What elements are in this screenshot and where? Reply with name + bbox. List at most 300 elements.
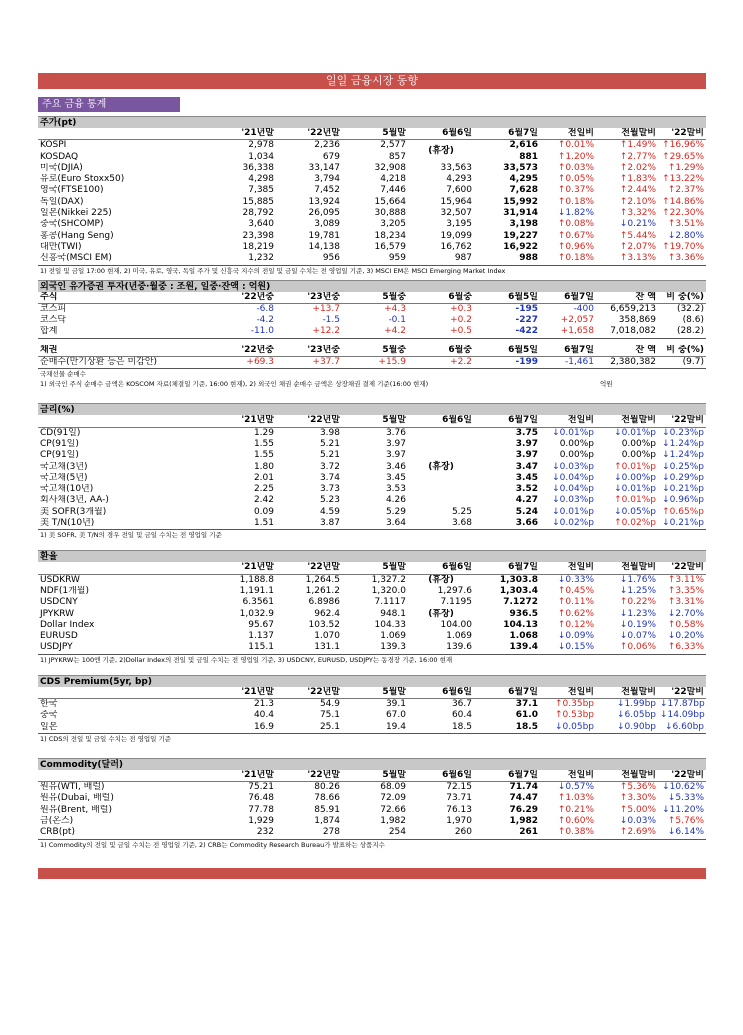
column-header: 전일비	[540, 415, 596, 427]
foreign-note-text: 1) 외국인 주식 순매수 금액은 KOSCOM 자료(체결일 기준, 16:00 현재), 2) 외국인 채권 순매수 금액은 상장채권 결제 기준(16:00 현재)	[40, 380, 429, 389]
cell-c8: ↑19.70%	[662, 241, 704, 252]
cell-c5: 1.068	[509, 631, 538, 642]
cell-c5: 1,982	[509, 816, 538, 827]
rates-note: 1) 美 SOFR, 美 T/N의 경우 전일 및 금일 수치는 전 영업일 기준	[40, 531, 222, 540]
cell-c6: ↓0.02%p	[540, 518, 596, 530]
cell-c5: 71.74	[509, 782, 538, 793]
cell-c6: ↓0.01%p	[552, 427, 594, 438]
cell-c3: 1,982	[380, 816, 406, 827]
cell-c7: 0.00%p	[621, 450, 656, 461]
column-header: 6월중	[408, 345, 474, 357]
table-row	[38, 642, 706, 654]
cell-c4: 987	[408, 253, 474, 265]
cell-c3: 1,327.2	[371, 574, 406, 585]
column-header: 5월말	[342, 562, 408, 574]
rates-heading: 금리(%)	[38, 403, 706, 415]
cell-c7: ↓1.99bp	[616, 698, 656, 709]
cell-c3: +15.9	[342, 357, 408, 369]
foreign-heading: 외국인 유가증권 투자(년중·월중 : 조원, 일중·잔액 : 억원)	[38, 280, 706, 292]
table-row	[38, 197, 706, 208]
cell-c1: 1.55	[253, 438, 274, 449]
cell-c1: 4,298	[248, 174, 274, 185]
cell-c5: 881	[519, 151, 538, 162]
cell-c1: 3,640	[248, 219, 274, 230]
cell-c5: 33,573	[503, 162, 538, 173]
table-row	[38, 450, 706, 461]
cell-c1: 1,032.9	[239, 608, 274, 619]
table-row	[38, 174, 706, 185]
report-page	[38, 73, 706, 879]
cell-c7: ↑2.02%	[619, 162, 656, 173]
table-row	[38, 507, 706, 518]
holiday-label: (휴장)	[428, 145, 454, 156]
commodity-section	[38, 758, 706, 850]
cell-c3: 254	[342, 827, 408, 839]
cell-c4: 104.00	[440, 619, 472, 630]
column-header: 6월7일	[540, 345, 596, 357]
column-header: 5월말	[342, 770, 408, 782]
row-label: 한국	[40, 698, 58, 709]
column-header: 전일비	[540, 770, 596, 782]
cell-c1: 1,034	[248, 151, 274, 162]
cell-c8: ↓10.62%	[662, 782, 704, 793]
cell-c2: 103.52	[308, 619, 340, 630]
cell-c6: ↑0.60%	[557, 816, 594, 827]
cell-c6: ↓0.01%p	[552, 506, 594, 517]
foreign-stock-table	[38, 292, 706, 339]
cell-c8: ↓6.60bp	[658, 722, 706, 734]
cell-c7: 0.00%p	[621, 438, 656, 449]
cell-c7: ↓0.01%p	[614, 484, 656, 495]
column-header: '23년중	[276, 292, 342, 304]
cell-c5: 3.75	[515, 427, 538, 438]
cell-c4: 16,762	[440, 241, 472, 252]
row-label: 원유(Dubai, 배럴)	[40, 793, 114, 804]
table-row	[38, 208, 706, 219]
cell-c1: 21.3	[253, 698, 274, 709]
column-header: '22년중	[206, 292, 276, 304]
column-header: '22년중	[206, 345, 276, 357]
table-row	[38, 597, 706, 608]
column-header: 5월말	[342, 415, 408, 427]
foreign-note-unit: 억원	[600, 380, 613, 389]
column-header: '22년말	[276, 562, 342, 574]
row-label: 유로(Euro Stoxx50)	[40, 174, 125, 185]
cell-c1: 2.25	[253, 484, 274, 495]
column-header: 전일비	[540, 562, 596, 574]
cell-c2: 54.9	[319, 698, 340, 709]
cell-c4: 7,600	[446, 185, 472, 196]
cell-c8: ↓0.20%	[667, 631, 704, 642]
column-header: 5월중	[342, 292, 408, 304]
cell-c2: 3.72	[319, 461, 340, 472]
cell-c7: ↓1.76%	[619, 574, 656, 585]
table-row	[38, 185, 706, 196]
foreign-bond-sub: 국채선물 순매수	[40, 370, 87, 379]
table-row	[38, 816, 706, 827]
column-header: '22말비	[658, 770, 706, 782]
cell-c1: 76.48	[248, 793, 274, 804]
table-row	[38, 242, 706, 253]
cell-c7: ↑3.32%	[619, 208, 656, 219]
column-header: '21년말	[206, 562, 276, 574]
cell-c2: 5.21	[319, 450, 340, 461]
cell-c5: 74.47	[509, 793, 538, 804]
column-header: '22년말	[276, 128, 342, 140]
row-label: 독일(DAX)	[40, 196, 84, 207]
column-header: 6월6일	[408, 562, 474, 574]
cell-c6: ↓0.05bp	[540, 722, 596, 734]
cell-c7: ↓0.07%	[619, 631, 656, 642]
cell-c5: 936.5	[509, 608, 538, 619]
cell-c7: ↑1.49%	[619, 140, 656, 151]
cell-c7: ↓0.05%p	[614, 506, 656, 517]
cell-c5: -199	[474, 357, 540, 369]
column-header: 6월중	[408, 292, 474, 304]
column-header: 전월말비	[596, 687, 658, 699]
cell-c8: ↑3.35%	[667, 585, 704, 596]
cell-c2: 3,089	[314, 219, 340, 230]
cell-c4: 5.25	[451, 506, 472, 517]
column-header	[38, 770, 206, 782]
cell-c3: 19.4	[342, 722, 408, 734]
row-label: CRB(pt)	[38, 827, 206, 839]
column-header: '22년말	[276, 770, 342, 782]
column-header: 전월말비	[596, 415, 658, 427]
row-label: Dollar Index	[40, 619, 95, 630]
cell-c2: 25.1	[276, 722, 342, 734]
table-row	[38, 620, 706, 631]
cell-c8: ↑14.86%	[662, 196, 704, 207]
cell-c4: +0.2	[450, 315, 472, 326]
stocks-note: 1) 전일 및 금일 17:00 현재, 2) 미국, 유로, 영국, 독일 주가 및 신흥국 지수의 전일 및 금일 수치는 전 영업일 기준, 3) MSCI EM은 MSCI Emerging Market Index	[40, 266, 506, 275]
table-row	[38, 710, 706, 721]
cell-c7: ↓0.01%p	[614, 427, 656, 438]
cell-c3: 30,888	[374, 208, 406, 219]
cell-c3: 1,320.0	[371, 585, 406, 596]
cell-c6: ↑0.67%	[557, 230, 594, 241]
row-label: KOSDAQ	[40, 151, 79, 162]
cell-c8: ↑6.33%	[658, 642, 706, 654]
rates-section	[38, 403, 706, 540]
cell-c3: +4.3	[384, 303, 406, 314]
cell-c3: 3.76	[385, 427, 406, 438]
cell-c8: ↑16.96%	[662, 140, 704, 151]
cell-c2: 14,138	[308, 241, 340, 252]
row-label: 중국	[40, 710, 58, 721]
row-label: 원유(WTI, 배럴)	[40, 782, 105, 793]
column-header: 6월5일	[474, 345, 540, 357]
table-row	[38, 315, 706, 326]
cell-c7: ↑2.77%	[619, 151, 656, 162]
cell-c4: 72.15	[446, 782, 472, 793]
cell-c1: 1,929	[248, 816, 274, 827]
cell-c6: ↑0.62%	[557, 608, 594, 619]
cds-section	[38, 675, 706, 744]
table-row	[38, 698, 706, 710]
rates-table	[38, 415, 706, 530]
cell-c7: ↑1.83%	[619, 174, 656, 185]
table-row	[38, 357, 706, 369]
cell-c6: ↑0.35bp	[554, 698, 594, 709]
stocks-heading: 주가(pt)	[38, 116, 706, 128]
cell-c4: 19,099	[440, 230, 472, 241]
cell-c8: ↑2.37%	[667, 185, 704, 196]
cell-c1: 1.29	[253, 427, 274, 438]
cell-c3: 68.09	[380, 782, 406, 793]
cell-c5: 104.13	[503, 619, 538, 630]
cell-c4: 1,970	[446, 816, 472, 827]
cell-c5: 1,303.4	[499, 585, 538, 596]
cell-c8: ↓17.87bp	[660, 698, 705, 709]
cell-c8: ↓6.14%	[658, 827, 706, 839]
cell-c7: ↑2.10%	[619, 196, 656, 207]
cell-c4: 7.1195	[440, 597, 472, 608]
cell-c3: 857	[388, 151, 406, 162]
row-label: 코스닥	[40, 315, 67, 326]
table-header-row	[38, 292, 706, 304]
table-header-row	[38, 128, 706, 140]
foreign-note	[38, 379, 706, 389]
cell-c7: 2,380,382	[596, 357, 658, 369]
cell-c8: ↑22.30%	[662, 208, 704, 219]
cell-c5: 3.97	[515, 450, 538, 461]
cell-c7: ↑3.30%	[619, 793, 656, 804]
holiday-label: (휴장)	[428, 461, 454, 472]
column-header: 잔 액	[596, 292, 658, 304]
cell-c7: ↑5.44%	[619, 230, 656, 241]
cell-c5: -195	[515, 303, 538, 314]
cell-c2: 1.070	[314, 631, 340, 642]
cell-c4: +2.2	[408, 357, 474, 369]
cell-c5: 3.97	[515, 438, 538, 449]
cell-c1: 75.21	[248, 782, 274, 793]
table-header-row	[38, 770, 706, 782]
cell-c2: 85.91	[314, 804, 340, 815]
cell-c2: 75.1	[319, 710, 340, 721]
cell-c3: +4.2	[342, 326, 408, 338]
column-header: 전일비	[540, 687, 596, 699]
column-header: '22년말	[276, 687, 342, 699]
column-header: 주식	[38, 292, 206, 304]
foreign-bond-table	[38, 345, 706, 370]
cell-c4: 15,964	[440, 196, 472, 207]
cell-c8: ↓0.21%p	[658, 518, 706, 530]
row-label: CP(91일)	[40, 438, 79, 449]
row-label: USDJPY	[38, 642, 206, 654]
cell-c3: 15,664	[374, 196, 406, 207]
cds-note: 1) CDS의 전일 및 금일 수치는 전 영업일 기준	[40, 734, 172, 743]
cell-c2: 33,147	[308, 162, 340, 173]
table-row	[38, 326, 706, 338]
commodity-note: 1) Commodity의 전일 및 금일 수치는 전 영업일 기준, 2) CRB는 Commodity Research Bureau가 발표하는 상품지수	[40, 840, 385, 849]
cell-c4: 73.71	[446, 793, 472, 804]
cell-c1: 2.01	[253, 472, 274, 483]
cell-c8: ↓0.21%p	[662, 484, 704, 495]
cell-c7: ↑0.22%	[619, 597, 656, 608]
cell-c5: 2,616	[509, 140, 538, 151]
cell-c8: ↑5.76%	[667, 816, 704, 827]
cell-c7: ↓0.90bp	[596, 722, 658, 734]
cell-c1: 115.1	[206, 642, 276, 654]
cell-c2: 5.23	[319, 495, 340, 506]
cell-c2: 6.8986	[308, 597, 340, 608]
cell-c2: 1,264.5	[305, 574, 340, 585]
row-label: 코스피	[40, 303, 67, 314]
cell-c2: 962.4	[314, 608, 340, 619]
cell-c5: 18.5	[474, 722, 540, 734]
cell-c7: ↑0.01%p	[614, 495, 656, 506]
cell-c3: 3.45	[385, 472, 406, 483]
cell-c1: 1.80	[253, 461, 274, 472]
column-header: 6월7일	[474, 562, 540, 574]
cell-c4: +0.5	[408, 326, 474, 338]
cell-c5: 3.66	[474, 518, 540, 530]
table-row	[38, 722, 706, 734]
cell-c8: ↑3.31%	[667, 597, 704, 608]
column-header: '22말비	[658, 562, 706, 574]
cell-c7: ↓1.25%	[619, 585, 656, 596]
cell-c2: 3,794	[314, 174, 340, 185]
cell-c7: ↓0.19%	[619, 619, 656, 630]
cell-c3: 4.26	[385, 495, 406, 506]
cell-c4: 3.68	[408, 518, 474, 530]
cell-c6: 0.00%p	[559, 450, 594, 461]
cell-c2: 7,452	[314, 185, 340, 196]
column-header: 6월6일	[408, 770, 474, 782]
cell-c6: +1,658	[540, 326, 596, 338]
column-header: 6월6일	[408, 128, 474, 140]
row-label: 중국(SHCOMP)	[40, 219, 104, 230]
table-header-row	[38, 345, 706, 357]
table-row	[38, 586, 706, 597]
cell-c3: 18,234	[374, 230, 406, 241]
cell-c3: 39.1	[385, 698, 406, 709]
column-header	[38, 415, 206, 427]
cell-c2: 80.26	[314, 782, 340, 793]
cell-c1: 1,191.1	[239, 585, 274, 596]
row-label: NDF(1개월)	[40, 585, 89, 596]
row-label: USDKRW	[40, 574, 80, 585]
cell-c2: 3.87	[276, 518, 342, 530]
row-label: 국고채(5년)	[40, 472, 88, 483]
row-label: 합계	[38, 326, 206, 338]
cell-c3: 3.46	[385, 461, 406, 472]
cell-c7: ↑2.69%	[596, 827, 658, 839]
table-row	[38, 462, 706, 473]
cell-c4: 18.5	[408, 722, 474, 734]
cell-c1: 1,188.8	[239, 574, 274, 585]
cell-c8: ↑3.51%	[667, 219, 704, 230]
cell-c8: ↓1.24%p	[662, 438, 704, 449]
row-label: 회사채(3년, AA-)	[40, 495, 109, 506]
cell-c8: ↑0.65%p	[662, 506, 704, 517]
cell-c5: 139.4	[474, 642, 540, 654]
cell-c1: 16.9	[206, 722, 276, 734]
cell-c5: 37.1	[515, 698, 538, 709]
cell-c2: 5.21	[319, 438, 340, 449]
column-header: 비 중(%)	[658, 345, 706, 357]
row-label: 순매수(만기상환 등은 미감안)	[38, 357, 206, 369]
cell-c1: 2.42	[253, 495, 274, 506]
cell-c6: ↑0.21%	[557, 804, 594, 815]
cell-c1: 1.55	[253, 450, 274, 461]
cell-c6: ↓0.03%p	[552, 461, 594, 472]
fx-table	[38, 562, 706, 654]
cell-c1: 7,385	[248, 185, 274, 196]
bottom-bar	[38, 868, 706, 879]
row-label: 원유(Brent, 배럴)	[40, 804, 112, 815]
cell-c8: ↑13.22%	[662, 174, 704, 185]
cell-c1: 6.3561	[242, 597, 274, 608]
cell-c6: ↑0.18%	[540, 253, 596, 265]
column-header: 6월6일	[408, 687, 474, 699]
table-row	[38, 631, 706, 642]
cell-c5: 15,992	[503, 196, 538, 207]
table-row	[38, 574, 706, 586]
cell-c6: ↑0.11%	[557, 597, 594, 608]
cell-c6: -1,461	[540, 357, 596, 369]
row-label: 신흥국(MSCI EM)	[38, 253, 206, 265]
cell-c8: ↑3.36%	[658, 253, 706, 265]
cell-c2: +12.2	[276, 326, 342, 338]
cell-c1: 1,232	[206, 253, 276, 265]
cell-c5: -422	[474, 326, 540, 338]
row-label: 금(온스)	[40, 816, 74, 827]
cell-c5: 76.29	[509, 804, 538, 815]
column-header: 채권	[38, 345, 206, 357]
column-header: '21년말	[206, 128, 276, 140]
cell-c7: ↑5.36%	[619, 782, 656, 793]
cell-c8: (9.7)	[658, 357, 706, 369]
row-label: CD(91일)	[40, 427, 81, 438]
page-title: 일일 금융시장 동향	[38, 73, 706, 89]
cell-c6: ↓0.33%	[557, 574, 594, 585]
cds-heading: CDS Premium(5yr, bp)	[38, 675, 706, 687]
foreign-section	[38, 280, 706, 390]
cell-c6: ↓0.04%p	[552, 472, 594, 483]
table-row	[38, 805, 706, 816]
stocks-section	[38, 116, 706, 276]
column-header: '22년말	[276, 415, 342, 427]
cell-c5: 988	[474, 253, 540, 265]
table-header-row	[38, 562, 706, 574]
fx-note: 1) JPYKRW는 100엔 기준, 2)Dollar Index의 전일 및 금일 수치는 전 영업일 기준, 3) USDCNY, EURUSD, USDJPY는 동경장 기준, 16:00 현재	[40, 655, 453, 664]
cell-c2: 1,874	[314, 816, 340, 827]
column-header: '22말비	[658, 128, 706, 140]
cell-c6: ↓0.03%p	[552, 495, 594, 506]
cell-c4: 1.069	[446, 631, 472, 642]
cell-c5: 31,914	[503, 208, 538, 219]
cell-c5: 7.1272	[503, 597, 538, 608]
table-row	[38, 484, 706, 495]
table-row	[38, 152, 706, 163]
column-header: 6월7일	[474, 128, 540, 140]
cell-c1: 28,792	[242, 208, 274, 219]
cell-c6: ↑0.12%	[557, 619, 594, 630]
cell-c3: 3.97	[385, 438, 406, 449]
cell-c5: 3,198	[509, 219, 538, 230]
cell-c1: 40.4	[253, 710, 274, 721]
cell-c3: 104.33	[374, 619, 406, 630]
cell-c7: ↑2.07%	[619, 241, 656, 252]
cell-c4: 3,195	[446, 219, 472, 230]
cell-c6: ↓0.04%p	[552, 484, 594, 495]
cell-c6: ↑0.03%	[557, 162, 594, 173]
cell-c3: 7,446	[380, 185, 406, 196]
column-header: 5월중	[342, 345, 408, 357]
cell-c5: 7,628	[509, 185, 538, 196]
